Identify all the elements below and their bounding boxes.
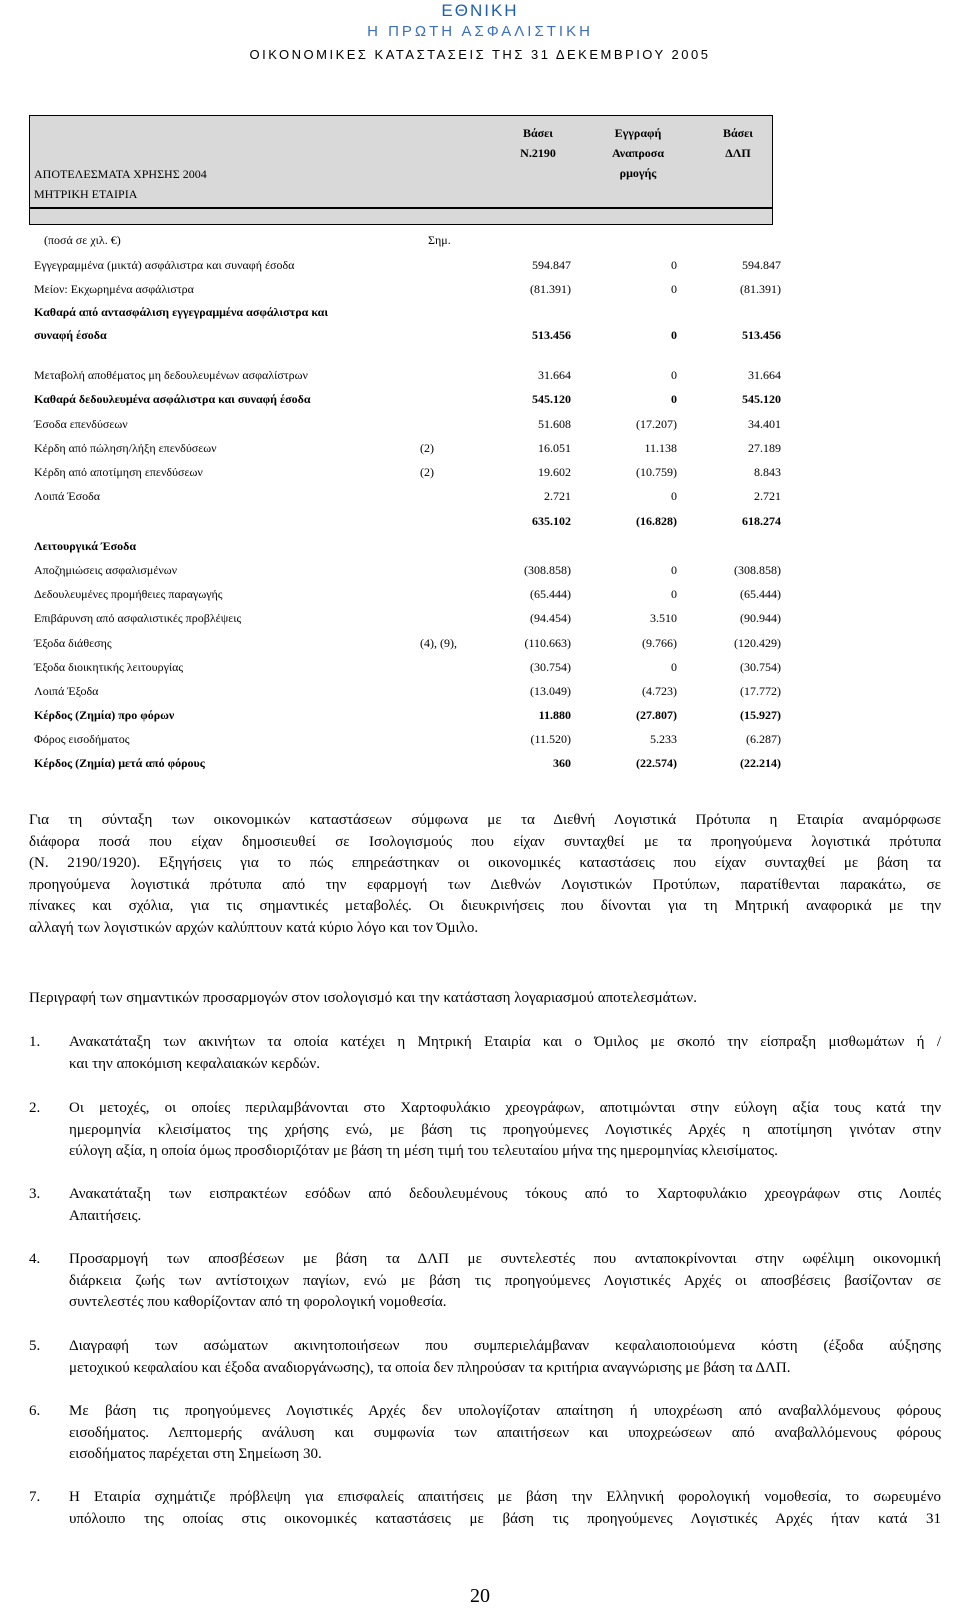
row-label: Έσοδα επενδύσεων — [34, 417, 128, 431]
row-value-n2190: 31.664 — [538, 368, 571, 382]
item-number: 6. — [29, 1403, 41, 1419]
row-value-adjustment: 0 — [671, 282, 677, 296]
row-value-n2190: 51.608 — [538, 417, 571, 431]
row-value-n2190: 360 — [553, 756, 571, 770]
row-value-ias: (81.391) — [740, 282, 781, 296]
row-value-n2190: (94.454) — [530, 611, 571, 625]
unit-label: (ποσά σε χιλ. €) — [44, 233, 121, 247]
row-label: Κέρδος (Ζημία) μετά από φόρους — [34, 756, 205, 770]
row-label: συναφή έσοδα — [34, 328, 107, 342]
row-value-n2190: (11.520) — [530, 732, 571, 746]
row-note: (4), (9), — [420, 636, 457, 650]
row-label: Έξοδα διοικητικής λειτουργίας — [34, 660, 184, 674]
row-label: Μεταβολή αποθέματος μη δεδουλευμένων ασφαλίστρων — [34, 368, 308, 382]
row-label: Μείον: Εκχωρημένα ασφάλιστρα — [34, 282, 194, 296]
row-value-n2190: 513.456 — [532, 328, 571, 342]
row-value-adjustment: 0 — [671, 328, 677, 342]
item-text-line: Η Εταιρία σχημάτιζε πρόβλεψη για επισφαλείς απαιτήσεις με βάση την Ελληνική φορολογική νομοθεσία, το σωρευμένο — [69, 1489, 941, 1505]
table-title: ΑΠΟΤΕΛΕΣΜΑΤΑ ΧΡΗΣΗΣ 2004 — [34, 167, 207, 181]
row-value-ias: (17.772) — [740, 684, 781, 698]
item-text-line: Ανακατάταξη των εισπρακτέων εσόδων από δεδουλευμένους τόκους από το Χαρτοφυλάκιο χρεογράφων στις Λοιπές — [69, 1186, 941, 1202]
row-value-ias: (6.287) — [746, 732, 781, 746]
item-number: 1. — [29, 1034, 41, 1050]
row-label: Δεδουλευμένες προμήθειες παραγωγής — [34, 587, 223, 601]
intro-line: διάφορα ποσά που είχαν δημοσιευθεί σε Ισολογισμούς που είχαν συνταχθεί με τα προηγούμενα λογιστικά πρότυπα — [29, 833, 941, 850]
row-note: (2) — [420, 441, 434, 455]
col-header-adjustment: Αναπροσα — [611, 146, 665, 160]
col-header-ias: ΔΛΠ — [725, 146, 751, 160]
row-label: Κέρδη από πώληση/λήξη επενδύσεων — [34, 441, 217, 455]
intro-line: πίνακες και σχόλια, για τις σημαντικές μεταβολές. Οι διευκρινήσεις που δίνονται για τη Μητρική αναφορικά με την — [29, 898, 941, 914]
row-value-n2190: (110.663) — [524, 636, 571, 650]
row-value-adjustment: 3.510 — [650, 611, 677, 625]
row-label: Έξοδα διάθεσης — [34, 636, 112, 650]
row-value-adjustment: (10.759) — [636, 465, 677, 479]
row-value-adjustment: 11.138 — [644, 441, 677, 455]
col-header-ias: Βάσει — [722, 126, 754, 140]
row-value-n2190: 2.721 — [544, 489, 571, 503]
item-text-line: και την αποκόμιση κεφαλαιακών κερδών. — [69, 1055, 320, 1072]
col-header-n2190: Βάσει — [522, 126, 554, 140]
row-value-n2190: (13.049) — [530, 684, 571, 698]
row-value-adjustment: (4.723) — [642, 684, 677, 698]
col-header-n2190: Ν.2190 — [520, 146, 556, 160]
row-value-adjustment: (9.766) — [642, 636, 677, 650]
row-label: Κέρδος (Ζημία) προ φόρων — [34, 708, 175, 722]
item-text-line: Οι μετοχές, οι οποίες περιλαμβάνονται στο Χαρτοφυλάκιο χρεογράφων, αποτιμώνται στην εύλογη αξία τους κατά την — [69, 1100, 941, 1116]
row-value-ias: (15.927) — [740, 708, 781, 722]
row-value-ias: 2.721 — [754, 489, 781, 503]
section-heading: Περιγραφή των σημαντικών προσαρμογών στον ισολογισμό και την κατάσταση λογαριασμού αποτελεσμάτων. — [29, 990, 697, 1006]
row-value-ias: 545.120 — [742, 392, 781, 406]
row-value-n2190: 594.847 — [532, 258, 571, 272]
row-note: (2) — [420, 465, 434, 479]
row-value-ias: 618.274 — [742, 514, 781, 528]
row-value-adjustment: (17.207) — [636, 417, 677, 431]
row-value-adjustment: 0 — [671, 368, 677, 382]
row-label: Καθαρά από αντασφάλιση εγγεγραμμένα ασφάλιστρα και — [34, 305, 329, 319]
item-text-line: συντελεστές που καθορίζονταν από τη φορολογική νομοθεσία. — [69, 1294, 447, 1310]
row-label: Λοιπά Έσοδα — [34, 489, 101, 503]
item-text-line: Διαγραφή των ασώματων ακινητοποιήσεων που συμπεριελάμβαναν κεφαλαιοποιούμενα κόστη (έξοδα αύξησης — [69, 1338, 941, 1354]
row-value-adjustment: 0 — [671, 392, 677, 406]
row-label: Καθαρά δεδουλευμένα ασφάλιστρα και συναφή έσοδα — [34, 392, 311, 406]
row-value-n2190: (81.391) — [530, 282, 571, 296]
item-text-line: μετοχικού κεφαλαίου και έξοδα αναδιοργάνωσης), τα οποία δεν πληρούσαν τα κριτήρια αναγνώρισης με βάση τα ΔΛΠ. — [69, 1359, 791, 1376]
row-value-n2190: (308.858) — [524, 563, 571, 577]
item-number: 4. — [29, 1251, 41, 1267]
row-label: Εγγεγραμμένα (μικτά) ασφάλιστρα και συναφή έσοδα — [34, 258, 295, 272]
row-value-adjustment: 0 — [671, 660, 677, 674]
item-text-line: Με βάση τις προηγούμενες Λογιστικές Αρχές δεν υπολογίζοταν απαίτηση ή υποχρέωση από αναβαλλόμενους φόρους — [69, 1403, 941, 1419]
row-value-adjustment: (22.574) — [636, 756, 677, 770]
company-subtitle: Η ΠΡΩΤΗ ΑΣΦΑΛΙΣΤΙΚΗ — [367, 23, 593, 40]
company-name: ΕΘΝΙΚΗ — [441, 1, 519, 20]
row-label: Αποζημιώσεις ασφαλισμένων — [34, 563, 178, 577]
row-value-ias: (65.444) — [740, 587, 781, 601]
row-value-adjustment: 0 — [671, 258, 677, 272]
row-value-ias: 34.401 — [748, 417, 781, 431]
row-value-n2190: 16.051 — [538, 441, 571, 455]
row-value-adjustment: 5.233 — [650, 732, 677, 746]
intro-line: προηγούμενα λογιστικά πρότυπα από την εφαρμογή των Διεθνών Λογιστικών Προτύπων, παρατίθενται παρακάτω, σε — [29, 876, 941, 893]
item-number: 7. — [29, 1489, 41, 1505]
row-value-ias: 8.843 — [754, 465, 781, 479]
row-value-ias: 594.847 — [742, 258, 781, 272]
table-subheader-box — [29, 208, 773, 225]
item-text-line: Ανακατάταξη των ακινήτων τα οποία κατέχει η Μητρική Εταιρία και ο Όμιλος με σκοπό την είσπραξη μισθωμάτων ή / — [69, 1034, 941, 1050]
row-value-ias: 27.189 — [748, 441, 781, 455]
item-text-line: διάρκεια ζωής των αντίστοιχων παγίων, ενώ με βάση τις προηγούμενες Λογιστικές Αρχές οι αποσβέσεις βασίζονταν σε — [69, 1272, 941, 1289]
item-text-line: εισοδήματος παρέχεται στη Σημείωση 30. — [69, 1446, 322, 1462]
item-text-line: Απαιτήσεις. — [69, 1207, 142, 1224]
row-value-n2190: (30.754) — [530, 660, 571, 674]
row-value-n2190: (65.444) — [530, 587, 571, 601]
item-number: 5. — [29, 1338, 41, 1354]
row-value-ias: 513.456 — [742, 328, 781, 342]
row-value-n2190: 635.102 — [532, 514, 571, 528]
row-value-n2190: 19.602 — [538, 465, 571, 479]
page-number: 20 — [470, 1585, 490, 1607]
item-number: 2. — [29, 1100, 41, 1116]
row-value-ias: (90.944) — [740, 611, 781, 625]
row-value-adjustment: (16.828) — [636, 514, 677, 528]
row-value-adjustment: 0 — [671, 563, 677, 577]
item-text-line: Προσαρμογή των αποσβέσεων με βάση τα ΔΛΠ με συντελεστές που ανταποκρίνονται στην ωφέλιμη οικονομική — [69, 1251, 941, 1267]
row-value-ias: (30.754) — [740, 660, 781, 674]
item-text-line: υπόλοιπο της οποίας στις οικονομικές καταστάσεις με βάση τις προηγούμενες Λογιστικές Αρχές ήταν κατά 31 — [69, 1510, 941, 1527]
row-value-adjustment: (27.807) — [636, 708, 677, 722]
statement-title: ΟΙΚΟΝΟΜΙΚΕΣ ΚΑΤΑΣΤΑΣΕΙΣ ΤΗΣ 31 ΔΕΚΕΜΒΡΙΟΥ 2005 — [249, 47, 711, 62]
row-value-n2190: 11.880 — [538, 708, 571, 722]
row-label: Επιβάρυνση από ασφαλιστικές προβλέψεις — [34, 611, 242, 625]
item-text-line: εισοδήματος. Λεπτομερής ανάλυση και συμφωνία των απαιτήσεων και υποχρεώσεων από αναβαλλόμενους φόρους — [69, 1424, 941, 1441]
row-label: Κέρδη από αποτίμηση επενδύσεων — [34, 465, 203, 479]
intro-line: Για τη σύνταξη των οικονομικών καταστάσεων σύμφωνα με τα Διεθνή Λογιστικά Πρότυπα η Εταιρία αναμόρφωσε — [29, 812, 941, 828]
intro-line: (Ν. 2190/1920). Εξηγήσεις για το πώς επηρεάστηκαν οι οικονομικές καταστάσεις που είχαν συνταχθεί με βάση τα — [29, 855, 941, 871]
col-header-adjustment: Εγγραφή — [614, 126, 662, 140]
row-label: Λοιπά Έξοδα — [34, 684, 99, 698]
col-header-adjustment: ρμογής — [619, 166, 657, 180]
row-value-adjustment: 0 — [671, 587, 677, 601]
row-value-n2190: 545.120 — [532, 392, 571, 406]
item-number: 3. — [29, 1186, 41, 1202]
item-text-line: εύλογη αξία, η οποία όμως προσδιοριζόταν με βάση τη μέση τιμή του τελευταίου μήνα της ημερομηνίας κλεισίματος. — [69, 1143, 778, 1159]
row-value-ias: (120.429) — [734, 636, 781, 650]
table-entity: ΜΗΤΡΙΚΗ ΕΤΑΙΡΙΑ — [34, 187, 138, 201]
note-header: Σημ. — [428, 233, 451, 247]
row-value-ias: (22.214) — [740, 756, 781, 770]
row-label: Λειτουργικά Έσοδα — [34, 539, 137, 553]
row-value-adjustment: 0 — [671, 489, 677, 503]
item-text-line: ημερομηνία κλεισίματος της χρήσης ενώ, με βάση τις προηγούμενες Λογιστικές Αρχές η αποτίμηση γινόταν στην — [69, 1121, 941, 1138]
row-value-ias: 31.664 — [748, 368, 781, 382]
row-value-ias: (308.858) — [734, 563, 781, 577]
row-label: Φόρος εισοδήματος — [34, 732, 130, 746]
intro-line: αλλαγή των λογιστικών αρχών καλύπτουν κατά κύριο λόγο και τον Όμιλο. — [29, 919, 479, 936]
